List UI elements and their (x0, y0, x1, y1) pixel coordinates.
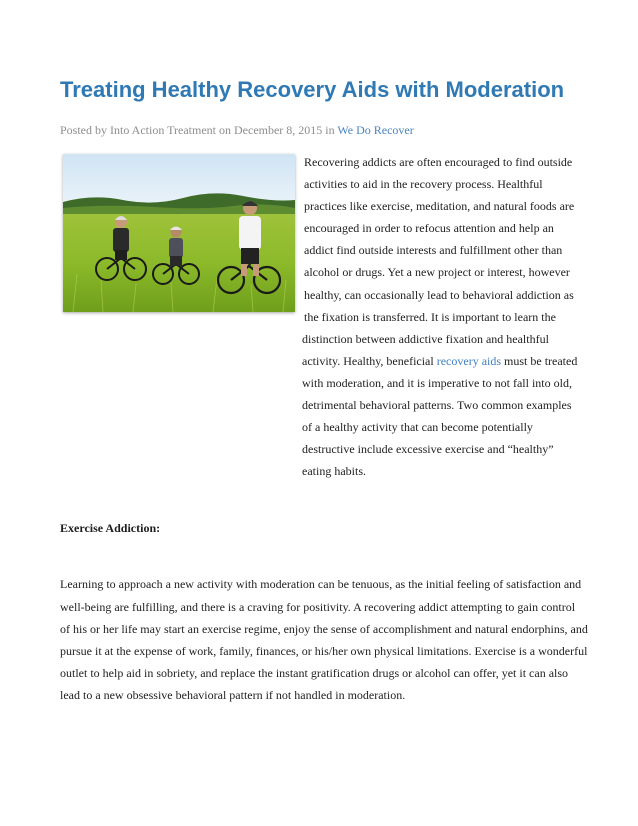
section-heading-exercise-addiction: Exercise Addiction: (60, 521, 161, 536)
byline (60, 122, 588, 138)
intro-text: Recovering addicts are often encouraged to find outside activities to aid in the recovery process. Healthful practices like exercise, meditation, and natural foods are encouraged in order to refocus attention and help an addict find outside interests and fulfillment other than alcohol or drugs. Yet a new project or interest, however healthy, can occasionally lead to behavioral addiction as the fixation is transferred. It is important to learn the distinction between addictive fixation and healthful activity. Healthy, beneficial (302, 155, 575, 368)
exercise-addiction-paragraph: Learning to approach a new activity with moderation can be tenuous, as the initial feeling of satisfaction and well-being are fulfilling, and there is a craving for positivity. A recovering addict attempting to gain control of his or her life may start an exercise regime, enjoy the sense of accomplishment and natural endorphins, and pursue it at the expense of work, family, finances, or his/her own physical limitations. Exercise is a wonderful outlet to help aid in sobriety, and replace the instant gratification drugs or alcohol can offer, yet it can also lead to a new obsessive behavioral pattern if not handled in moderation. (60, 577, 588, 702)
article-body (60, 151, 588, 706)
byline-text: Posted by Into Action Treatment on December 8, 2015 in (60, 123, 338, 137)
article-page (60, 76, 588, 706)
intro-text-continued: must be treated with moderation, and it is imperative to not fall into old, detrimental behavioral patterns. Two common examples of a healthy activity that can become potentially destructive include excessive exercise and “healthy” eating habits. (302, 353, 578, 479)
cyclists-photo (60, 154, 304, 314)
recovery-aids-link[interactable]: recovery aids (436, 353, 502, 368)
page-title: Treating Healthy Recovery Aids with Moderation (60, 77, 565, 102)
category-link[interactable]: We Do Recover (337, 123, 414, 137)
